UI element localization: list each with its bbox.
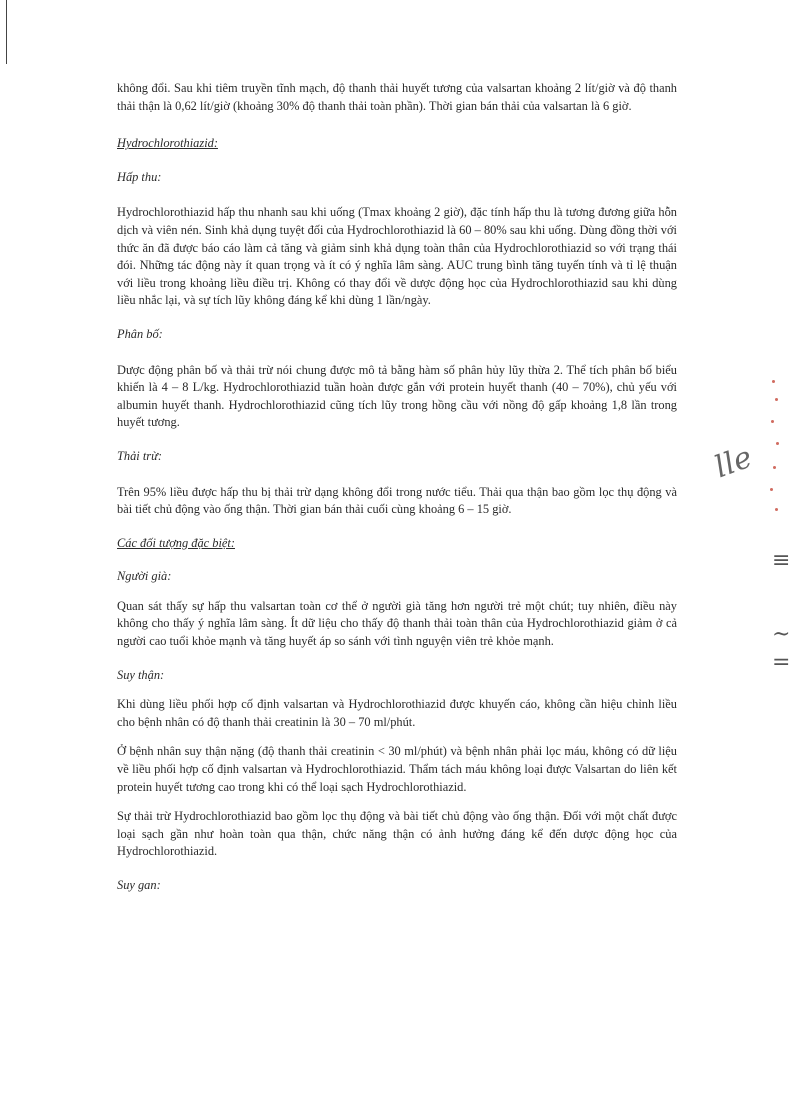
margin-mark-3: = <box>772 650 791 675</box>
document-page <box>117 80 677 895</box>
paragraph-absorption: Hydrochlorothiazid hấp thu nhanh sau khi uống (Tmax khoảng 2 giờ), đặc tính hấp thu là tương đương giữa hỗn dịch và viên nén. Sinh khả dụng tuyệt đối của Hydrochlorothiazid là 60 – 80% sau khi uống. Dùng đồng thời với thức ăn đã được báo cáo làm cả tăng và giảm sinh khả dụng toàn thân của Hydrochlorothiazid so với trạng thái đói. Những tác động này ít quan trọng và ít có ý nghĩa lâm sàng. AUC trung bình tăng tuyến tính và tỉ lệ thuận với liều trong khoảng liều điều trị. Không có thay đổi về dược động học của Hydrochlorothiazid sau khi dùng liều nhắc lại, và sự tích lũy không đáng kể khi dùng 1 lần/ngày. <box>117 205 677 308</box>
paragraph-valsartan-clearance: không đổi. Sau khi tiêm truyền tĩnh mạch, độ thanh thải huyết tương của valsartan khoảng 2 lít/giờ và độ thanh thải thận là 0,62 lít/giờ (khoảng 30% độ thanh thải toàn phần). Thời gian bán thải của valsartan là 6 giờ. <box>117 81 677 113</box>
heading-hepatic-impairment: Suy gan: <box>117 878 161 892</box>
paragraph-distribution: Dược động phân bố và thải trừ nói chung được mô tả bằng hàm số phân hủy lũy thừa 2. Thể tích phân bố biểu khiến là 4 – 8 L/kg. Hydrochlorothiazid tuần hoàn được gắn với protein huyết thanh (40 – 70%), chủ yếu với albumin huyết thanh. Hydrochlorothiazid cũng tích lũy trong hồng cầu với nồng độ gấp khoảng 1,8 lần trong huyết tương. <box>117 362 677 430</box>
paragraph-elderly: Quan sát thấy sự hấp thu valsartan toàn cơ thể ở người già tăng hơn người trẻ một chút; tuy nhiên, điều này không cho thấy ý nghĩa lâm sàng. Ít dữ liệu cho thấy độ thanh thải toàn thân của Hydrochlorothiazid giảm ở cả người cao tuổi khỏe mạnh và tăng huyết áp so sánh với tình nguyện viên trẻ khỏe mạnh. <box>117 598 677 649</box>
paragraph-renal-1: Khi dùng liều phối hợp cố định valsartan và Hydrochlorothiazid được khuyến cáo, không cần hiệu chỉnh liều cho bệnh nhân có độ thanh thải creatinin là 30 – 70 ml/phút. <box>117 697 677 729</box>
heading-distribution: Phân bố: <box>117 326 163 341</box>
heading-elimination: Thải trừ: <box>117 448 162 463</box>
heading-elderly: Người già: <box>117 569 172 584</box>
paragraph-renal-3: Sự thải trừ Hydrochlorothiazid bao gồm lọc thụ động và bài tiết chủ động vào ống thận. Đối với một chất được loại sạch gần như hoàn toàn qua thận, chức năng thận có ảnh hưởng đáng kể đến dược động học của Hydrochlorothiazid. <box>117 809 677 859</box>
heading-hydrochlorothiazid: Hydrochlorothiazid: <box>117 136 218 151</box>
scan-edge-line <box>6 0 7 64</box>
heading-renal-impairment: Suy thận: <box>117 667 165 682</box>
margin-mark-2: ~ <box>772 622 791 647</box>
heading-absorption: Hấp thu: <box>117 169 162 184</box>
paragraph-elimination: Trên 95% liều được hấp thu bị thải trừ dạng không đổi trong nước tiểu. Thải qua thận bao gồm lọc thụ động và bài tiết chủ động vào ống thận. Thời gian bán thải cuối cùng khoảng 6 – 15 giờ. <box>117 484 677 517</box>
paragraph-renal-2: Ở bệnh nhân suy thận nặng (độ thanh thải creatinin < 30 ml/phút) và bệnh nhân phải lọc máu, không có dữ liệu về liều phối hợp cố định valsartan và Hydrochlorothiazid. Thẩm tách máu không loại được Valsartan do liên kết protein huyết tương cao trong khi có thể loại sạch Hydrochlorothiazid. <box>117 744 677 794</box>
stamp-edge <box>768 380 782 520</box>
margin-mark-1: ≡ <box>772 548 791 573</box>
heading-special-populations: Các đối tượng đặc biệt: <box>117 535 235 550</box>
signature-mark: lle <box>710 439 757 486</box>
